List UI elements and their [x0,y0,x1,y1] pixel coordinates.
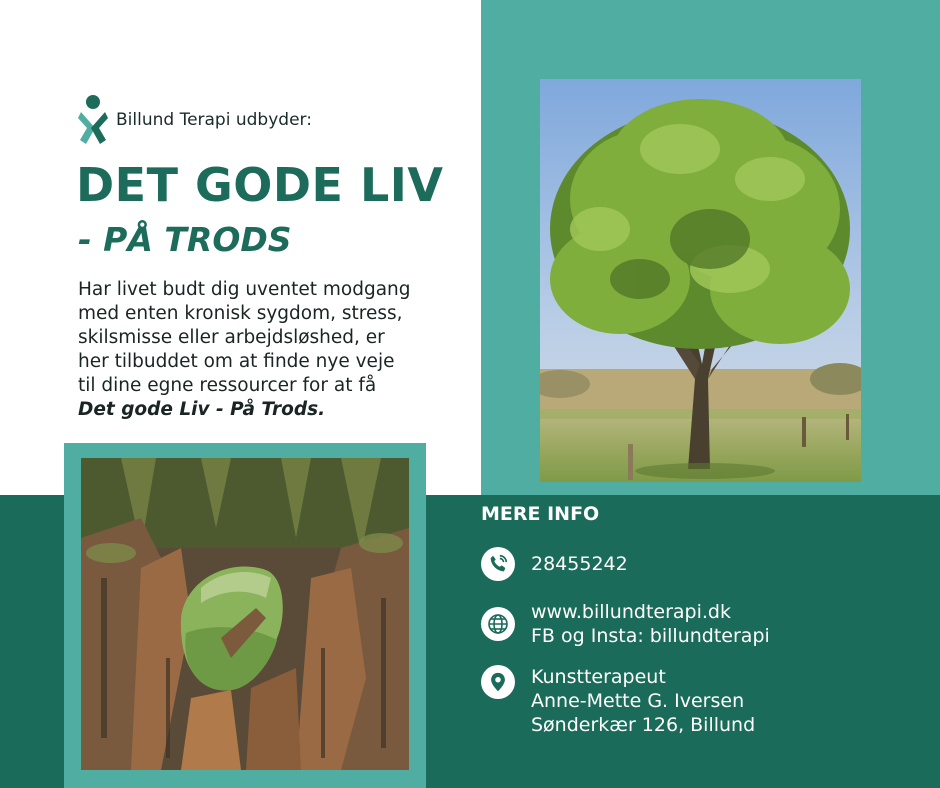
address: Sønderkær 126, Billund [531,714,756,736]
website-link[interactable]: www.billundterapi.dk [531,601,731,623]
social-handle: FB og Insta: billundterapi [531,625,770,647]
photo-frame [64,443,426,788]
intro-line: Har livet budt dig uventet modgang [78,279,411,300]
location-row [481,665,755,737]
therapist-name: Anne-Mette G. Iversen [531,690,745,712]
phone-number[interactable]: 28455242 [531,553,628,575]
hollow-trunk-photo [81,458,409,770]
intro-line: her tilbuddet om at finde nye veje [78,351,395,372]
location-pin-icon [481,665,515,699]
intro-text [78,278,468,422]
person-logo-icon [78,94,108,146]
globe-icon [481,607,515,641]
intro-emphasis: Det gode Liv - På Trods. [78,399,326,420]
intro-line: til dine egne ressourcer for at få [78,375,377,396]
therapist-role: Kunstterapeut [531,666,666,688]
page-title: DET GODE LIV [76,158,444,212]
phone-row [481,547,628,581]
tree-photo [540,79,861,482]
tagline: Billund Terapi udbyder: [116,110,312,130]
info-heading: MERE INFO [481,503,600,525]
phone-icon [481,547,515,581]
intro-line: med enten kronisk sygdom, stress, [78,303,403,324]
intro-line: skilsmisse eller arbejdsløshed, er [78,327,385,348]
web-row [481,601,770,648]
page-subtitle: - PÅ TRODS [78,220,292,259]
brand-row [78,94,312,146]
